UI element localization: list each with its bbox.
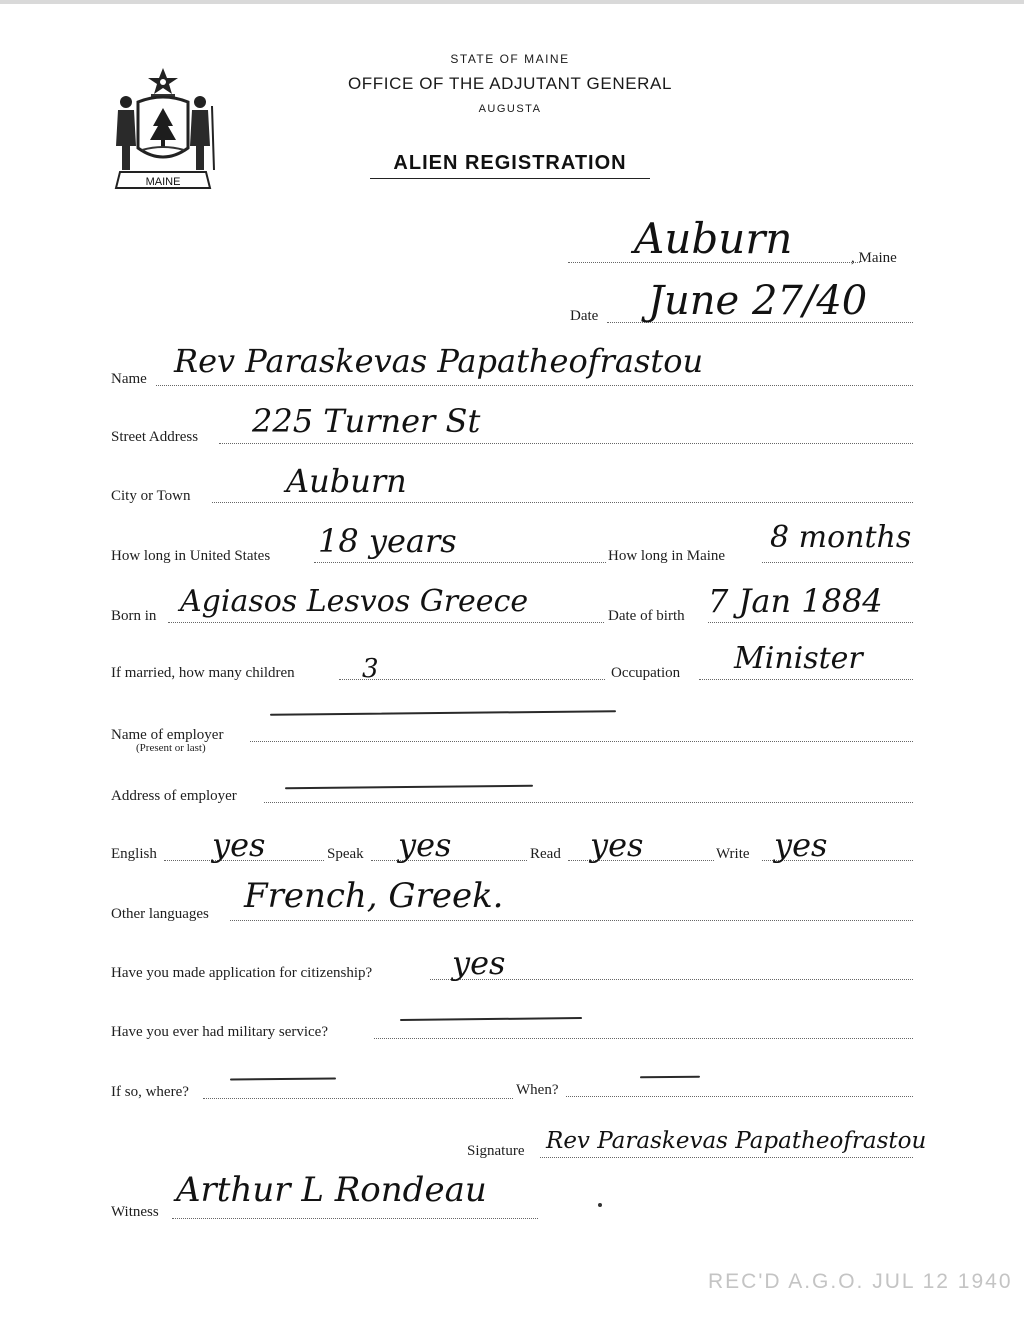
children-dotted-line bbox=[339, 679, 605, 680]
write-value: yes bbox=[774, 826, 828, 864]
english-value: yes bbox=[212, 826, 266, 864]
state-seal-icon bbox=[108, 66, 218, 194]
us-duration-label: How long in United States bbox=[111, 548, 271, 564]
witness-label: Witness bbox=[111, 1204, 159, 1220]
employer-sublabel: (Present or last) bbox=[136, 742, 206, 754]
state-name: Maine bbox=[858, 250, 897, 266]
other-languages-label: Other languages bbox=[111, 906, 209, 922]
military-blank-dash bbox=[400, 1017, 582, 1021]
other-languages-value: French, Greek. bbox=[244, 876, 504, 916]
svg-text:MAINE: MAINE bbox=[145, 176, 181, 188]
us-duration-value: 18 years bbox=[318, 522, 457, 560]
name-label: Name bbox=[111, 371, 147, 387]
date-value: June 27/40 bbox=[648, 278, 868, 324]
us-duration-dotted-line bbox=[314, 562, 606, 563]
dob-dotted-line bbox=[708, 622, 913, 623]
read-label: Read bbox=[530, 846, 561, 862]
name-dotted-line bbox=[156, 385, 913, 386]
english-label: English bbox=[111, 846, 157, 862]
street-dotted-line bbox=[219, 443, 913, 444]
employer-dotted-line bbox=[250, 741, 913, 742]
state-heading: STATE OF MAINE bbox=[450, 52, 570, 66]
office-heading: OFFICE OF THE ADJUTANT GENERAL bbox=[347, 74, 673, 93]
dob-value: 7 Jan 1884 bbox=[708, 582, 883, 620]
other-languages-dotted-line bbox=[230, 920, 913, 921]
employer-address-label: Address of employer bbox=[111, 788, 237, 804]
children-value: 3 bbox=[362, 654, 379, 684]
city-dotted-line bbox=[212, 502, 913, 503]
name-value: Rev Paraskevas Papatheofrastou bbox=[174, 342, 704, 380]
when-dotted-line bbox=[566, 1096, 913, 1097]
occupation-value: Minister bbox=[734, 641, 863, 676]
occupation-dotted-line bbox=[699, 679, 913, 680]
city-heading: AUGUSTA bbox=[478, 103, 542, 115]
born-in-value: Agiasos Lesvos Greece bbox=[180, 584, 529, 619]
employer-label: Name of employer bbox=[111, 727, 224, 743]
form-title: ALIEN REGISTRATION bbox=[393, 152, 627, 174]
city-value: Auburn bbox=[286, 462, 407, 500]
me-duration-label: How long in Maine bbox=[608, 548, 726, 564]
received-stamp: REC'D A.G.O. JUL 12 1940 bbox=[708, 1270, 1013, 1293]
children-label: If married, how many children bbox=[111, 665, 295, 681]
dob-label: Date of birth bbox=[608, 608, 685, 624]
citizenship-label: Have you made application for citizenship? bbox=[111, 965, 373, 981]
signature-label: Signature bbox=[467, 1143, 525, 1159]
employer-blank-dash bbox=[270, 710, 616, 716]
citizenship-value: yes bbox=[452, 944, 506, 982]
signature-value: Rev Paraskevas Papatheofrastou bbox=[546, 1128, 927, 1154]
me-duration-value: 8 months bbox=[770, 520, 912, 555]
occupation-label: Occupation bbox=[611, 665, 681, 681]
read-value: yes bbox=[590, 826, 644, 864]
when-label: When? bbox=[516, 1082, 559, 1098]
signature-dotted-line bbox=[540, 1157, 913, 1158]
write-label: Write bbox=[716, 846, 750, 862]
military-dotted-line bbox=[374, 1038, 913, 1039]
me-duration-dotted-line bbox=[762, 562, 913, 563]
speak-value: yes bbox=[398, 826, 452, 864]
where-blank-dash bbox=[230, 1077, 336, 1080]
employer-address-blank-dash bbox=[285, 785, 533, 790]
scan-edge bbox=[0, 0, 1024, 4]
street-value: 225 Turner St bbox=[252, 402, 481, 440]
speak-label: Speak bbox=[327, 846, 364, 862]
ink-speck bbox=[598, 1203, 602, 1207]
military-label: Have you ever had military service? bbox=[111, 1024, 328, 1040]
where-label: If so, where? bbox=[111, 1084, 189, 1100]
when-blank-dash bbox=[640, 1076, 700, 1079]
city-label: City or Town bbox=[111, 488, 191, 504]
witness-value: Arthur L Rondeau bbox=[176, 1170, 487, 1210]
born-in-label: Born in bbox=[111, 608, 157, 624]
employer-address-dotted-line bbox=[264, 802, 913, 803]
date-label: Date bbox=[570, 308, 599, 324]
place-label: , Maine bbox=[851, 250, 897, 266]
street-label: Street Address bbox=[111, 429, 199, 445]
title-underline bbox=[370, 178, 650, 179]
witness-dotted-line bbox=[172, 1218, 538, 1219]
where-dotted-line bbox=[203, 1098, 513, 1099]
place-value: Auburn bbox=[634, 214, 793, 263]
born-in-dotted-line bbox=[168, 622, 604, 623]
